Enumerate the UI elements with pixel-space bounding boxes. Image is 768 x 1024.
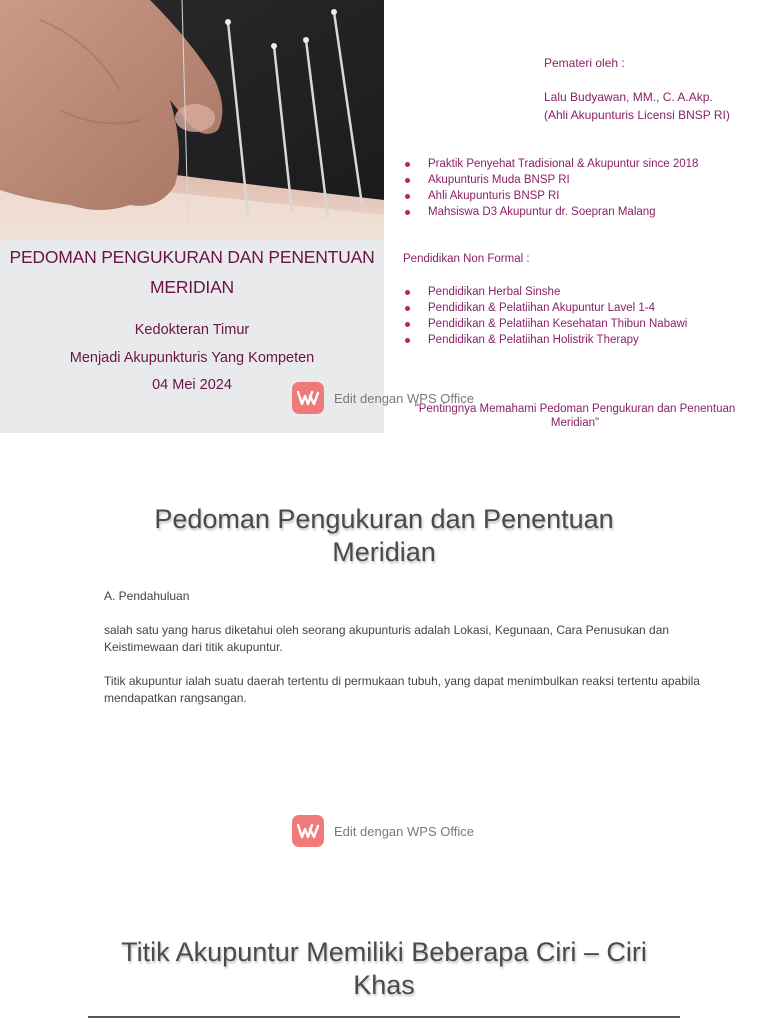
acupuncture-photo <box>0 0 384 240</box>
cover-slide <box>0 0 768 440</box>
wps-edit-label[interactable]: Edit dengan WPS Office <box>334 390 474 406</box>
cover-subtitle-2: Menjadi Akupunkturis Yang Kompeten <box>69 350 315 366</box>
list-item: Pendidikan & Pelatiihan Akupuntur Lavel 1-4 <box>403 300 687 316</box>
cover-title-line2: MERIDIAN <box>150 277 234 297</box>
bullet-icon <box>405 162 410 167</box>
nonformal-list <box>403 284 687 348</box>
list-item: Pendidikan Herbal Sinshe <box>403 284 687 300</box>
bullet-icon <box>405 306 410 311</box>
bullet-icon <box>405 210 410 215</box>
bullet-icon <box>405 178 410 183</box>
divider <box>88 1016 680 1018</box>
quote-text: "Pentingnya Memahami Pedoman Pengukuran dan Penentuan Meridian" <box>414 403 736 429</box>
cover-date: 04 Mei 2024 <box>152 377 232 393</box>
list-item: Pendidikan & Pelatiihan Holistrik Therapy <box>403 332 687 348</box>
page-title <box>0 936 768 1002</box>
presenter-name: Lalu Budyawan, MM., C. A.Akp. <box>544 90 713 104</box>
presenter-credential: (Ahli Akupunturis Licensi BNSP RI) <box>544 108 730 122</box>
wps-edit-banner[interactable] <box>292 382 474 414</box>
list-item: Ahli Akupunturis BNSP RI <box>403 188 698 204</box>
page-title <box>0 503 768 569</box>
wps-edit-label[interactable]: Edit dengan WPS Office <box>334 823 474 839</box>
list-item: Praktik Penyehat Tradisional & Akupuntur since 2018 <box>403 156 698 172</box>
experience-list <box>403 156 698 220</box>
bullet-icon <box>405 194 410 199</box>
list-item: Akupunturis Muda BNSP RI <box>403 172 698 188</box>
wps-logo-icon <box>292 815 324 847</box>
page-title-line1: Titik Akupuntur Memiliki Beberapa Ciri – Ciri <box>121 937 647 967</box>
nonformal-label: Pendidikan Non Formal : <box>403 253 530 265</box>
wps-logo-icon <box>292 382 324 414</box>
paragraph: salah satu yang harus diketahui oleh seorang akupunturis adalah Lokasi, Kegunaan, Cara Penusukan dan Keistimewaan dari titik akupuntur. <box>104 623 670 654</box>
page-title-line2: Khas <box>353 970 415 1000</box>
cover-title <box>0 242 384 302</box>
list-item: Mahsiswa D3 Akupuntur dr. Soepran Malang <box>403 204 698 220</box>
cover-subtitle-1: Kedokteran Timur <box>134 322 250 338</box>
bullet-icon <box>405 322 410 327</box>
list-item: Pendidikan & Pelatiihan Kesehatan Thibun Nabawi <box>403 316 687 332</box>
bullet-icon <box>405 338 410 343</box>
cover-left-panel <box>0 0 384 433</box>
presenter-label: Pemateri oleh : <box>544 56 625 70</box>
bullet-icon <box>405 290 410 295</box>
page-title-line2: Meridian <box>332 537 436 567</box>
section-heading: A. Pendahuluan <box>104 589 190 603</box>
page-title-line1: Pedoman Pengukuran dan Penentuan <box>154 504 614 534</box>
wps-edit-banner[interactable] <box>292 815 474 847</box>
cover-title-line1: PEDOMAN PENGUKURAN DAN PENENTUAN <box>9 247 375 267</box>
paragraph: Titik akupuntur ialah suatu daerah tertentu di permukaan tubuh, yang dapat menimbulkan reaksi tertentu apabila mendapatkan rangsangan. <box>104 674 700 705</box>
